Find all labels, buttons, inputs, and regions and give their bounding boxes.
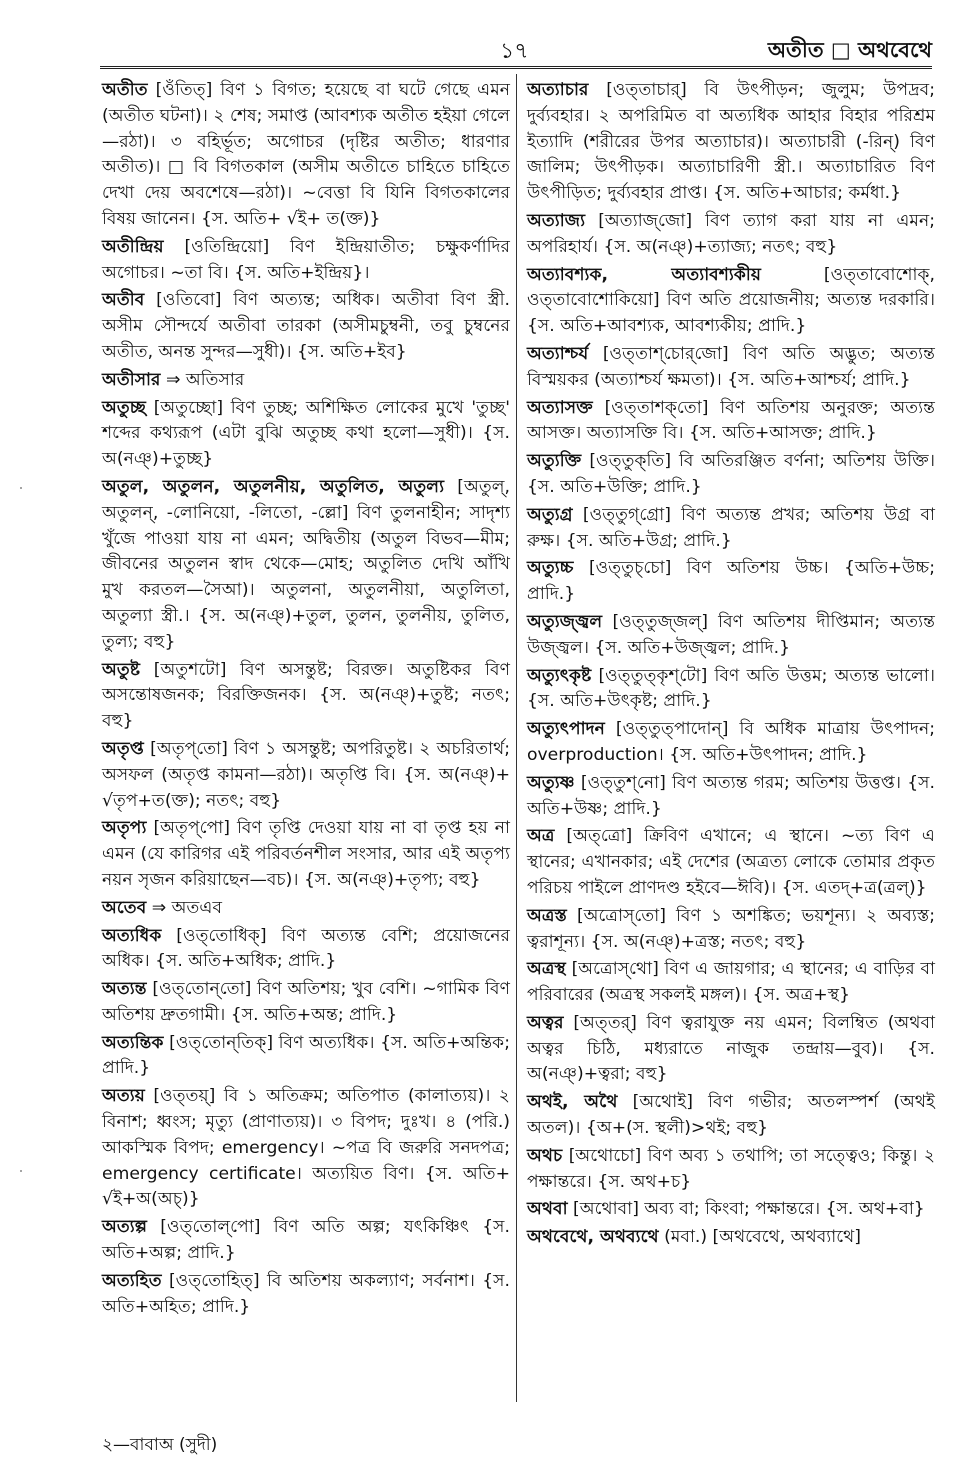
dictionary-entry [527, 556, 935, 608]
dictionary-entry [527, 664, 935, 716]
entry-definition: [ওত্‌তুজ্‌জল্] বিণ অতিশয় দীপ্তিমান; অত্যন্ত উজ্জ্বল। {স. অতি+উজ্জ্বল; প্রাদি.} [527, 611, 935, 658]
entry-definition: [ওত্‌তোন্‌তো] বিণ অতিশয়; খুব বেশি। ~গামিক বিণ অতিশয় দ্রুতগামী। {স. অতি+অন্ত; প্রাদি.} [102, 979, 510, 1025]
dictionary-entry [527, 904, 935, 956]
entry-definition: [অথোবা] অব্য বা; কিংবা; পক্ষান্তরে। {স. অথ+বা} [573, 1199, 925, 1220]
entry-headword: অত্যুষ্ণ [527, 772, 575, 793]
entry-headword: অতেব [102, 897, 147, 918]
dictionary-entry [102, 816, 510, 893]
dictionary-entry [527, 771, 935, 823]
dictionary-entry [102, 658, 510, 735]
entry-definition: [অতৃপ্‌পো] বিণ তৃপ্তি দেওয়া যায় না বা তৃপ্ত হয় না এমন (যে কারিগর এই পরিবর্তনশীল সংসার, আর এই অতৃপ্য নয়ন সৃজন করিয়াছেন—বচ)। {স. অ(নঞ্)+তৃপ্য; বহু} [102, 818, 510, 890]
entry-definition: [ওত্‌তোহিত্] বি অতিশয় অকল্যাণ; সর্বনাশ। {স. অতি+অহিত; প্রাদি.} [102, 1270, 510, 1317]
dictionary-entry [102, 235, 510, 287]
dictionary-entry [527, 1197, 935, 1223]
dictionary-entry [527, 610, 935, 662]
entry-definition: [ওত্‌তাশ্‌চোর্‌জো] বিণ অতি অদ্ভুত; অত্যন্ত বিস্ময়কর (অত্যাশ্চর্য ক্ষমতা)। {স. অতি+আশ্চর্য; প্রাদি.} [527, 343, 936, 390]
entry-headword: অথচ [527, 1145, 563, 1166]
entry-headword: অথবেথে, অথব্যথে [527, 1227, 659, 1248]
dictionary-entry [102, 288, 510, 365]
entry-headword: অত্যুৎপাদন [527, 719, 605, 740]
dictionary-entry [527, 717, 935, 769]
entry-definition: [ওত্‌তুগ্‌গ্রো] বিণ অত্যন্ত প্রখর; অতিশয় উগ্র বা রুক্ষ। {স. অতি+উগ্র; প্রাদি.} [527, 504, 936, 551]
entry-definition: [ওত্‌তুশ্‌নো] বিণ অত্যন্ত গরম; অতিশয় উত্তপ্ত। {স. অতি+উষ্ণ; প্রাদি.} [527, 772, 935, 819]
entry-headword: অত্যন্ত [102, 979, 147, 1000]
dictionary-entry [102, 977, 510, 1029]
entry-definition: [অত্যাজ্‌জো] বিণ ত্যাগ করা যায় না এমন; অপরিহার্য। {স. অ(নঞ্)+ত্যাজ্য; নতৎ; বহু} [527, 210, 935, 257]
dictionary-entry [102, 1031, 510, 1083]
entry-headword: অত্যাশ্চর্য [527, 343, 589, 364]
header-rule [100, 66, 932, 69]
footer-signature: ২—বাবাঅ (সুদী) [102, 1435, 218, 1455]
dictionary-entry [527, 342, 935, 394]
entry-headword: অতুষ্ট [102, 659, 141, 680]
entry-headword: অত্যয় [102, 1086, 145, 1107]
entry-headword: অত্যুচ্চ [527, 558, 574, 579]
entry-definition: [ওত্‌তুক্‌তি] বি অতিরঞ্জিত বর্ণনা; অতিশয় উক্তি। {স. অতি+উক্তি; প্রাদি.} [527, 451, 936, 497]
entry-headword: অতৃপ্ত [102, 738, 144, 759]
entry-definition: [ওত্‌তুত্‌পাদোন্] বি অধিক মাত্রায় উৎপাদন; overproduction। {স. অতি+উৎপাদন; প্রাদি.} [527, 719, 935, 765]
entry-headword: অতীব [102, 290, 145, 311]
entry-headword: অত্যাসক্ত [527, 397, 593, 418]
entry-definition: [ওত্‌তাশক্‌তো] বিণ অতিশয় অনুরক্ত; অত্যন্ত আসক্ত। অত্যাসক্তি বি। {স. অতি+আসক্ত; প্রাদি.} [527, 397, 935, 444]
entry-headword: অত্যুগ্র [527, 504, 573, 525]
entry-headword: অত্যল্প [102, 1217, 148, 1238]
entry-headword: অতুল, অতুলন, অতুলনীয়, অতুলিত, অতুল্য [102, 476, 445, 497]
entry-definition: [অতুচ্ছো] বিণ তুচ্ছ; অশিক্ষিত লোকের মুখে 'তুচ্ছ' শব্দের কথ্যরূপ (এটা বুঝি অতুচ্ছ কথা হলো—সুধী)। {স. অ(নঞ্)+তুচ্ছ} [102, 397, 510, 470]
dictionary-entry [527, 1090, 935, 1142]
entry-headword: অত্যাবশ্যক, অত্যাবশ্যকীয় [527, 264, 761, 285]
entry-definition: [অতৃপ্‌তো] বিণ ১ অসন্তুষ্ট; অপরিতুষ্ট। ২ অচরিতার্থ; অসফল (অতৃপ্ত কামনা—রঠা)। অতৃপ্তি বি। {স. অ(নঞ্)+ √তৃপ+ত(ক্ত); নতৎ; বহু} [102, 738, 511, 811]
entry-headword: অত্বর [527, 1012, 564, 1033]
dictionary-entry [102, 78, 510, 233]
margin-speck [20, 487, 22, 489]
entry-definition: [অথোচো] বিণ অব্য ১ তথাপি; তা সত্ত্বেও; কিন্তু। ২ পক্ষান্তরে। {স. অথ+চ} [527, 1145, 936, 1192]
dictionary-entry [527, 1225, 935, 1251]
entry-headword: অত্যাচার [527, 80, 589, 100]
entry-definition: ⇒ অতিসার [165, 369, 245, 390]
dictionary-entry [102, 475, 510, 656]
entry-headword: অথবা [527, 1199, 568, 1220]
dictionary-entry [527, 824, 935, 901]
dictionary-entry [102, 896, 510, 922]
dictionary-entry [527, 957, 935, 1009]
entry-definition: [ওত্‌তোধিক্] বিণ অত্যন্ত বেশি; প্রয়োজনের অধিক। {স. অতি+অধিক; প্রাদি.} [102, 925, 510, 972]
dictionary-entry [527, 503, 935, 555]
entry-headword: অতীন্দ্রিয় [102, 236, 164, 257]
running-head: অতীত □ অথবেথে [767, 38, 932, 62]
entry-definition: [অত্‌তর্] বিণ ত্বরাযুক্ত নয় এমন; বিলম্বিত (অথবা অত্বর চিঠি, মধ্যরাতে নাজুক তন্দ্রায়—বুব)। {স. অ(নঞ্)+ত্বরা; বহু} [527, 1012, 936, 1085]
entry-headword: অতৃপ্য [102, 818, 147, 839]
entry-headword: অত্যহিত [102, 1270, 162, 1291]
entry-headword: অত্যাজ্য [527, 210, 586, 231]
entry-headword: অত্যুক্তি [527, 451, 582, 472]
dictionary-entry [102, 368, 510, 394]
margin-speck [20, 1170, 22, 1172]
dictionary-entry [527, 78, 935, 207]
entry-definition: (মবা.) [অথবেথে, অথব্যাথে] [664, 1227, 862, 1248]
entry-definition: [অতুল্, অতুলন্, -লোনিয়ো, -লিতো, -ল্লো] বিণ তুলনাহীন; সাদৃশ্য খুঁজে পাওয়া যায় না এমন; অদ্বিতীয় (অতুল বিভব—মীম; জীবনের অতুলন স্বাদ থেকে—মোহ; অতুলিত দেখি আঁখি মুখ করতল—সৈআ)। অতুলনা, অতুলনীয়া, অতুলিতা, অতুল্যা স্ত্রী.। {স. অ(নঞ্)+তুল, তুলন, তুলনীয়, তুলিত, তুল্য; বহু} [102, 476, 510, 652]
page-number: ১৭ [500, 39, 529, 64]
left-column [102, 78, 510, 1322]
dictionary-entry [527, 1011, 935, 1088]
entry-definition: [অত্রোস্‌থো] বিণ এ জায়গার; এ স্থানের; এ বাড়ির বা পরিবারের (অত্রস্থ সকলই মঙ্গল)। {স. অত্র+স্থ} [527, 959, 935, 1006]
dictionary-entry [102, 1084, 510, 1213]
entry-definition: [ওত্‌তাচার্] বি উৎপীড়ন; জুলুম; উপদ্রব; দুর্ব্যবহার। ২ অপরিমিত বা অত্যধিক আহার বিহার পরিশ্রম ইত্যাদি (শরীরের উপর অত্যাচার)। অত্যাচারী (-রিন্) বিণ জালিম; উৎপীড়ক। অত্যাচারিণী স্ত্রী.। অত্যাচারিত বিণ উৎপীড়িত; দুর্ব্যবহার প্রাপ্ত। {স. অতি+আচার; কর্মধা.} [527, 80, 935, 204]
entry-headword: অত্যন্তিক [102, 1032, 164, 1053]
right-column [527, 78, 935, 1253]
entry-definition: [অতুশটো] বিণ অসন্তুষ্ট; বিরক্ত। অতুষ্টিকর বিণ অসন্তোষজনক; বিরক্তিজনক। {স. অ(নঞ্)+তুষ্ট; নতৎ; বহু} [102, 659, 510, 732]
entry-definition: [অত্‌ত্রো] ক্রিবিণ এখানে; এ স্থানে। ~ত্য বিণ এ স্থানের; এখানকার; এই দেশের (অত্রত্য লোকে তোমার প্রকৃত পরিচয় পাইলে প্রাণদণ্ড হইবে—ঈবি)। {স. এতদ্+ত্র(ত্রল্)} [527, 826, 935, 898]
entry-headword: অত্রস্থ [527, 959, 566, 980]
entry-headword: অতীসার [102, 369, 161, 390]
entry-headword: অত্যুজ্জ্বল [527, 611, 603, 632]
dictionary-entry [527, 396, 935, 448]
dictionary-entry [102, 924, 510, 976]
entry-definition: [ওত্‌তাবোশোক্, ওত্‌তাবোশোকিয়ো] বিণ অতি প্রয়োজনীয়; অত্যন্ত দরকারি। {স. অতি+আবশ্যক, আবশ্যকীয়; প্রাদি.} [527, 264, 935, 337]
entry-definition: [ওঁতিত্] বিণ ১ বিগত; হয়েছে বা ঘটে গেছে এমন (অতীত ঘটনা)। ২ শেষ; সমাপ্ত (আবশ্যক অতীত হইয়া গেলে—রঠা)। ৩ বহির্ভূত; অগোচর (দৃষ্টির অতীত; ধারণার অতীত)। □ বি বিগতকাল (অসীম অতীতে চাহিতে চাহিতে দেখা দেয় অবশেষে—রঠা)। ~বেত্তা বি যিনি বিগতকালের বিষয় জানেন। {স. অতি+ √ই+ ত(ক্ত)} [102, 80, 511, 229]
entry-definition: [ওত্‌তুচ্‌চো] বিণ অতিশয় উচ্চ। {অতি+উচ্চ; প্রাদি.} [527, 558, 935, 605]
entry-definition: [ওত্‌তুত্‌কৃশ্‌টো] বিণ অতি উত্তম; অত্যন্ত ভালো। {স. অতি+উৎকৃষ্ট; প্রাদি.} [527, 665, 935, 712]
dictionary-entry [102, 737, 510, 814]
entry-definition: [অত্রোস্‌তো] বিণ ১ অশঙ্কিত; ভয়শূন্য। ২ অব্যস্ত; ত্বরাশূন্য। {স. অ(নঞ্)+ত্রস্ত; নতৎ; বহু} [527, 905, 935, 952]
entry-definition: [অথোই] বিণ গভীর; অতলস্পর্শ (অথই অতল)। {অ+(স. স্থলী)>থই; বহু} [527, 1092, 935, 1139]
entry-headword: অত্র [527, 826, 555, 847]
entry-headword: অথই, অথৈ [527, 1092, 618, 1113]
entry-headword: অতুচ্ছ [102, 397, 147, 418]
dictionary-entry [527, 263, 935, 340]
entry-definition: [ওত্‌তয়্] বি ১ অতিক্রম; অতিপাত (কালাত্যয়)। ২ বিনাশ; ধ্বংস; মৃত্যু (প্রাণাত্যয়)। ৩ বিপদ; দুঃখ। ৪ (পরি.) আকস্মিক বিপদ; emergency। ~পত্র বি জরুরি সনদপত্র; emergency certificate। অত্যয়িত বিণ। {স. অতি+ √ই+অ(অচ্)} [102, 1086, 510, 1210]
dictionary-entry [102, 1269, 510, 1321]
entry-definition: ⇒ অতএব [151, 897, 223, 918]
page-header [100, 28, 932, 64]
entry-headword: অতীত [102, 80, 148, 100]
dictionary-entry [102, 396, 510, 473]
dictionary-entry [527, 1144, 935, 1196]
dictionary-entry [527, 449, 935, 501]
entry-headword: অত্যুৎকৃষ্ট [527, 665, 592, 686]
entry-headword: অত্রস্ত [527, 905, 567, 926]
dictionary-entry [102, 1215, 510, 1267]
column-divider [516, 74, 517, 1402]
entry-definition: [ওতিন্দ্রিয়ো] বিণ ইন্দ্রিয়াতীত; চক্ষুকর্ণাদির অগোচর। ~তা বি। {স. অতি+ইন্দ্রিয়}। [102, 236, 510, 283]
entry-headword: অত্যধিক [102, 925, 162, 946]
entry-definition: [ওত্‌তোল্‌পো] বিণ অতি অল্প; যৎকিঞ্চিৎ {স. অতি+অল্প; প্রাদি.} [102, 1217, 510, 1264]
dictionary-entry [527, 209, 935, 261]
entry-definition: [ওতিবো] বিণ অত্যন্ত; অধিক। অতীবা বিণ স্ত্রী. অসীম সৌন্দর্যে অতীবা তারকা (অসীমচুম্বনী, তবু চুম্বনের অতীত, অনন্ত সুন্দর—সুধী)। {স. অতি+ইব} [102, 290, 511, 362]
entry-definition: [ওত্‌তোন্‌তিক্] বিণ অত্যধিক। {স. অতি+অন্তিক; প্রাদি.} [102, 1032, 510, 1079]
